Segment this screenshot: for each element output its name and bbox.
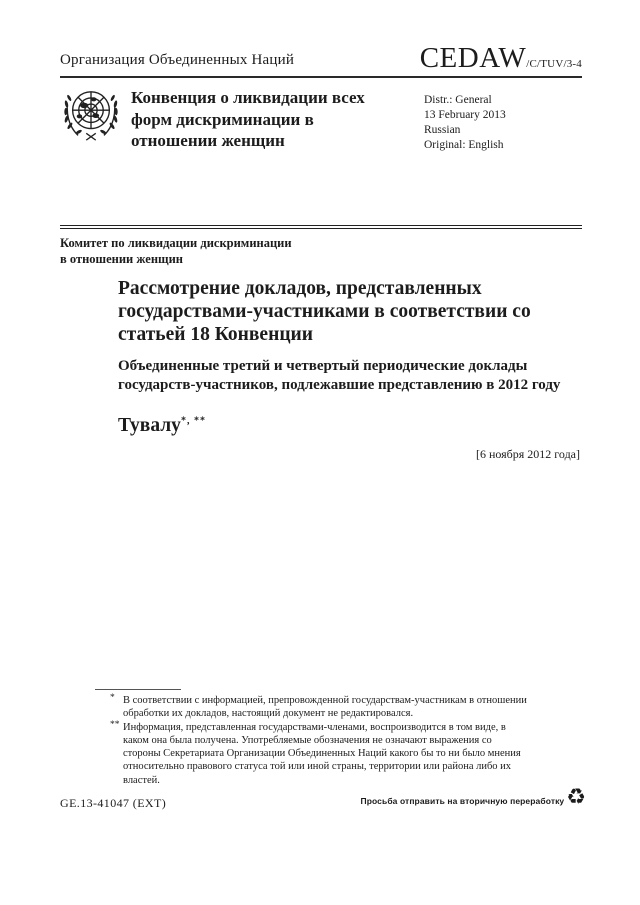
un-org-name: Организация Объединенных Наций — [60, 52, 295, 68]
received-date: [6 ноября 2012 года] — [475, 447, 580, 461]
original-language-line: Original: English — [424, 139, 504, 151]
footnote-2-text: Информация, представленная государствами-членами, воспроизводится в том виде, в каком она была получена. Употребляемые обозначения не означают выражения со стороны Секретариата Организации Объединенных Наций какого бы то ни было мнения относительно правового статуса той или иной страны, территории или района либо их властей. — [123, 721, 521, 786]
report-heading: Рассмотрение докладов, представленных государствами-участниками в соответствии со статьей 18 Конвенции — [118, 278, 531, 345]
country-name: Тувалу — [118, 415, 181, 436]
section-double-rule — [60, 225, 582, 229]
footnote-separator — [95, 689, 181, 690]
header-rule — [60, 76, 582, 78]
footnote-1 — [110, 693, 527, 721]
convention-title: Конвенция о ликвидации всех форм дискриминации в отношении женщин — [131, 88, 365, 150]
committee-line-2: в отношении женщин — [60, 252, 183, 266]
country-title — [118, 415, 206, 437]
document-symbol — [420, 42, 582, 75]
document-symbol-suffix: /C/TUV/3-4 — [526, 58, 582, 70]
recycle-icon: ♻ — [566, 785, 586, 810]
footnote-1-marker: * — [110, 693, 115, 703]
committee-line-1: Комитет по ликвидации дискриминации — [60, 236, 292, 250]
distr-line: Distr.: General — [424, 94, 492, 106]
footnote-2-marker: ** — [110, 719, 120, 730]
footnotes-block — [110, 693, 527, 787]
recycle-notice — [360, 785, 587, 812]
date-line: 13 February 2013 — [424, 109, 506, 121]
un-emblem-icon — [57, 83, 125, 151]
footnote-1-text: В соответствии с информацией, препровожденной государствам-участникам в отношении обработки их докладов, настоящий документ не редактировался. — [123, 695, 527, 720]
document-number: GE.13-41047 (EXT) — [60, 796, 167, 810]
distribution-block — [424, 93, 506, 153]
report-subheading: Объединенные третий и четвертый периодические доклады государств-участников, подлежавшие представлению в 2012 году — [118, 358, 561, 393]
committee-name — [60, 235, 292, 267]
language-line: Russian — [424, 124, 461, 136]
document-symbol-main: CEDAW — [419, 42, 527, 74]
footnote-2 — [110, 719, 527, 787]
country-footnote-refs: *, ** — [180, 415, 206, 427]
recycle-text: Просьба отправить на вторичную переработку — [360, 796, 565, 806]
